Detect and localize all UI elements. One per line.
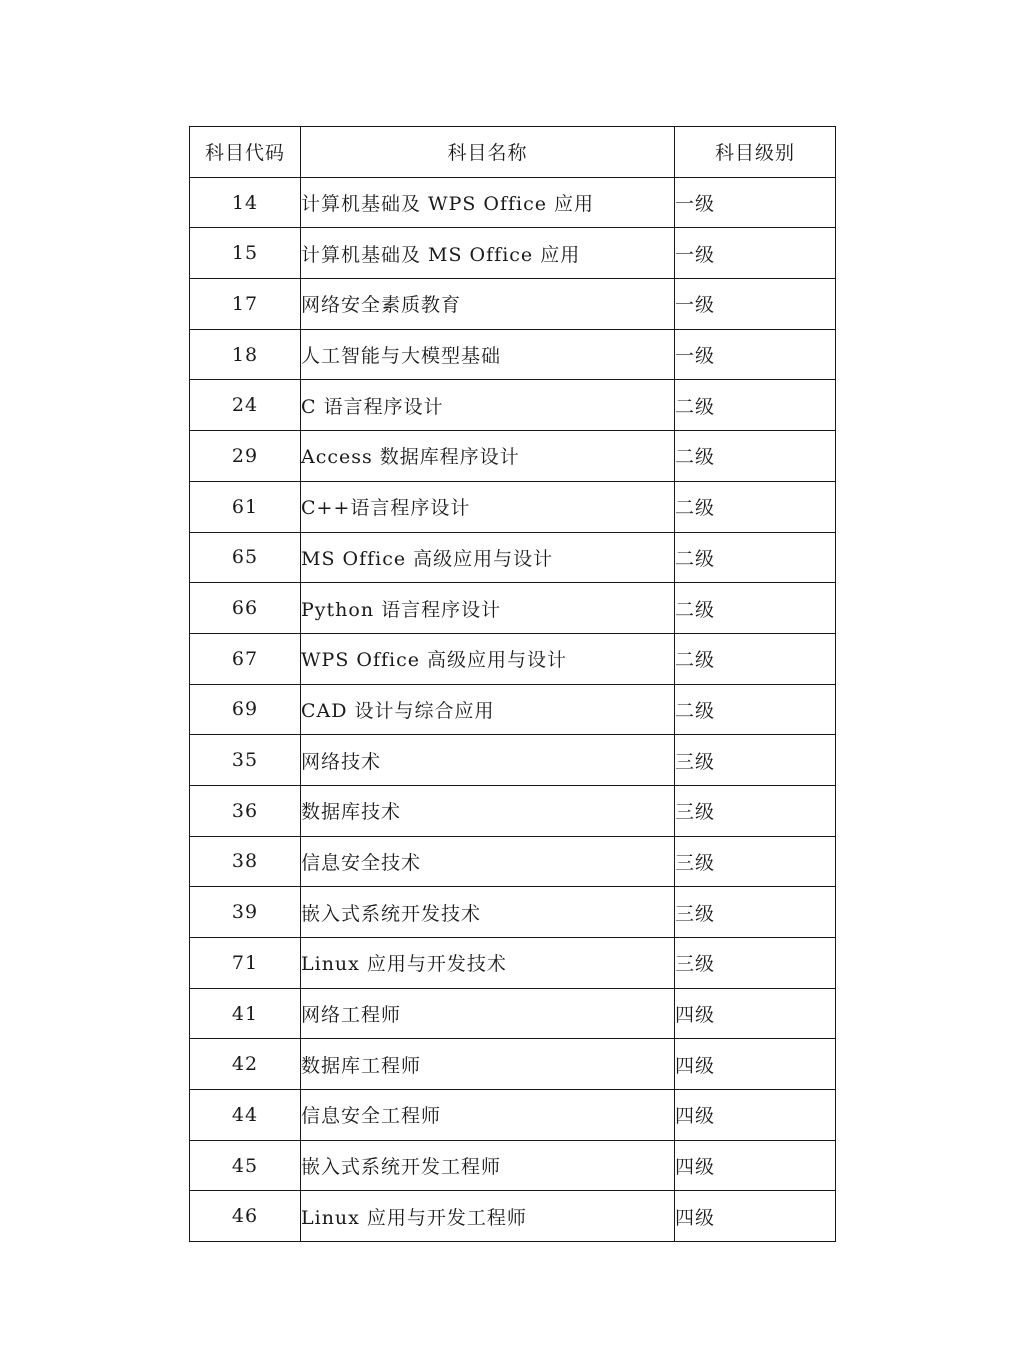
subject-code-cell: 66 xyxy=(190,583,301,634)
subject-name-cell: CAD 设计与综合应用 xyxy=(301,684,675,735)
table-row xyxy=(190,1191,836,1242)
subject-code-cell: 36 xyxy=(190,785,301,836)
subject-level-cell: 四级 xyxy=(675,1140,836,1191)
table-row xyxy=(190,785,836,836)
subject-level-cell: 二级 xyxy=(675,380,836,431)
document-page xyxy=(189,126,835,1242)
subject-name-cell: 网络工程师 xyxy=(301,988,675,1039)
subject-code-cell: 45 xyxy=(190,1140,301,1191)
subject-code-cell: 17 xyxy=(190,279,301,330)
subject-code-cell: 67 xyxy=(190,633,301,684)
subject-name-cell: Python 语言程序设计 xyxy=(301,583,675,634)
subject-level-cell: 二级 xyxy=(675,431,836,482)
table-row xyxy=(190,431,836,482)
subject-name-cell: Linux 应用与开发技术 xyxy=(301,938,675,989)
subject-level-cell: 二级 xyxy=(675,532,836,583)
subject-name-cell: 信息安全技术 xyxy=(301,836,675,887)
table-row xyxy=(190,380,836,431)
subject-level-cell: 四级 xyxy=(675,1090,836,1141)
table-row xyxy=(190,532,836,583)
subject-name-cell: C++语言程序设计 xyxy=(301,481,675,532)
table-row xyxy=(190,228,836,279)
subject-code-cell: 42 xyxy=(190,1039,301,1090)
subject-name-cell: Access 数据库程序设计 xyxy=(301,431,675,482)
subject-level-cell: 二级 xyxy=(675,583,836,634)
table-row xyxy=(190,988,836,1039)
table-row xyxy=(190,481,836,532)
subject-name-cell: 网络安全素质教育 xyxy=(301,279,675,330)
subject-level-cell: 三级 xyxy=(675,785,836,836)
subject-level-cell: 四级 xyxy=(675,1039,836,1090)
subject-name-cell: 数据库工程师 xyxy=(301,1039,675,1090)
subject-level-cell: 二级 xyxy=(675,633,836,684)
subject-name-cell: Linux 应用与开发工程师 xyxy=(301,1191,675,1242)
subject-code-cell: 38 xyxy=(190,836,301,887)
subject-name-cell: 信息安全工程师 xyxy=(301,1090,675,1141)
subject-level-cell: 四级 xyxy=(675,988,836,1039)
table-row xyxy=(190,1090,836,1141)
header-subject-name: 科目名称 xyxy=(301,127,675,178)
subject-name-cell: 嵌入式系统开发工程师 xyxy=(301,1140,675,1191)
subject-table xyxy=(189,126,836,1242)
subject-code-cell: 39 xyxy=(190,887,301,938)
subject-level-cell: 三级 xyxy=(675,887,836,938)
table-row xyxy=(190,938,836,989)
table-row xyxy=(190,836,836,887)
subject-code-cell: 61 xyxy=(190,481,301,532)
subject-level-cell: 一级 xyxy=(675,279,836,330)
table-body xyxy=(190,177,836,1241)
subject-code-cell: 14 xyxy=(190,177,301,228)
subject-name-cell: 嵌入式系统开发技术 xyxy=(301,887,675,938)
subject-name-cell: WPS Office 高级应用与设计 xyxy=(301,633,675,684)
subject-name-cell: 计算机基础及 WPS Office 应用 xyxy=(301,177,675,228)
table-row xyxy=(190,279,836,330)
subject-level-cell: 三级 xyxy=(675,836,836,887)
subject-level-cell: 一级 xyxy=(675,329,836,380)
subject-code-cell: 15 xyxy=(190,228,301,279)
subject-level-cell: 一级 xyxy=(675,177,836,228)
subject-code-cell: 46 xyxy=(190,1191,301,1242)
table-row xyxy=(190,177,836,228)
subject-code-cell: 18 xyxy=(190,329,301,380)
subject-code-cell: 41 xyxy=(190,988,301,1039)
subject-level-cell: 一级 xyxy=(675,228,836,279)
subject-level-cell: 三级 xyxy=(675,938,836,989)
subject-name-cell: 人工智能与大模型基础 xyxy=(301,329,675,380)
table-row xyxy=(190,329,836,380)
table-row xyxy=(190,583,836,634)
subject-code-cell: 44 xyxy=(190,1090,301,1141)
table-row xyxy=(190,1039,836,1090)
subject-code-cell: 24 xyxy=(190,380,301,431)
subject-level-cell: 二级 xyxy=(675,684,836,735)
subject-code-cell: 65 xyxy=(190,532,301,583)
table-row xyxy=(190,684,836,735)
table-header-row xyxy=(190,127,836,178)
table-row xyxy=(190,1140,836,1191)
table-row xyxy=(190,887,836,938)
table-row xyxy=(190,633,836,684)
table-row xyxy=(190,735,836,786)
subject-code-cell: 71 xyxy=(190,938,301,989)
subject-name-cell: MS Office 高级应用与设计 xyxy=(301,532,675,583)
subject-name-cell: C 语言程序设计 xyxy=(301,380,675,431)
subject-code-cell: 29 xyxy=(190,431,301,482)
subject-code-cell: 69 xyxy=(190,684,301,735)
subject-level-cell: 三级 xyxy=(675,735,836,786)
subject-level-cell: 二级 xyxy=(675,481,836,532)
subject-name-cell: 网络技术 xyxy=(301,735,675,786)
subject-code-cell: 35 xyxy=(190,735,301,786)
subject-name-cell: 计算机基础及 MS Office 应用 xyxy=(301,228,675,279)
subject-name-cell: 数据库技术 xyxy=(301,785,675,836)
header-subject-code: 科目代码 xyxy=(190,127,301,178)
subject-level-cell: 四级 xyxy=(675,1191,836,1242)
header-subject-level: 科目级别 xyxy=(675,127,836,178)
